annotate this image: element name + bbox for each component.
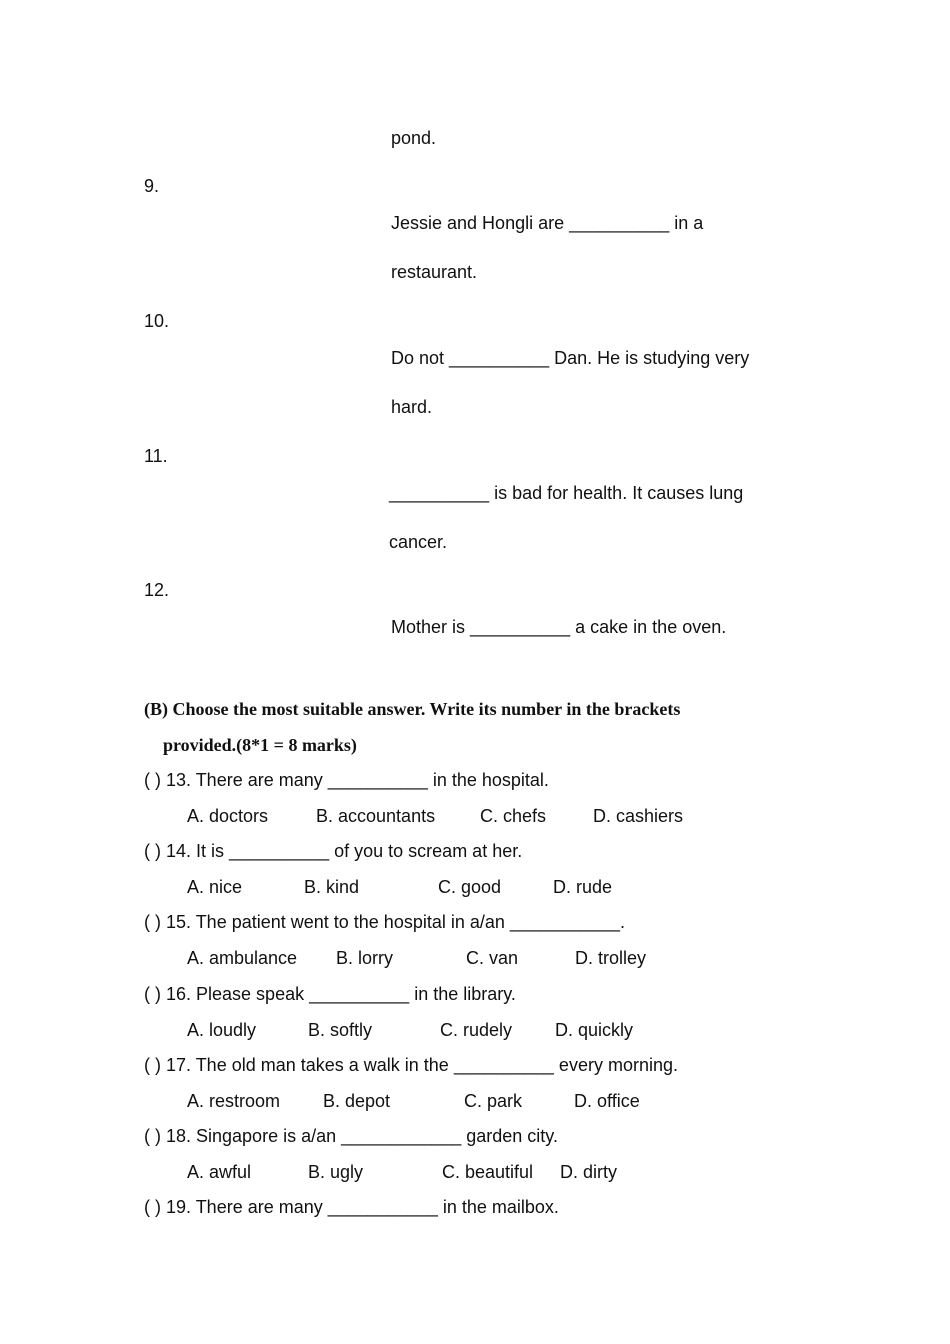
q14-option-d: D. rude <box>553 877 613 897</box>
q13-option-a: A. doctors <box>187 806 269 826</box>
q13-option-c: C. chefs <box>480 806 547 826</box>
question-19: ( ) 19. There are many ___________ in the mailbox. <box>144 1197 559 1217</box>
q15-option-b: B. lorry <box>336 948 394 968</box>
q15-option-a: A. ambulance <box>187 948 298 968</box>
q15-option-c: C. van <box>466 948 519 968</box>
q16-option-b: B. softly <box>308 1020 373 1040</box>
q18-option-a: A. awful <box>187 1162 252 1182</box>
q14-option-a: A. nice <box>187 877 243 897</box>
q13-option-b: B. accountants <box>316 806 436 826</box>
question-17: ( ) 17. The old man takes a walk in the __________ every morning. <box>144 1055 678 1075</box>
q14-option-b: B. kind <box>304 877 360 897</box>
item-10-text-line1: Do not __________ Dan. He is studying very <box>391 348 750 368</box>
item-12-text-line1: Mother is __________ a cake in the oven. <box>391 617 727 637</box>
item-9-text-line1: Jessie and Hongli are __________ in a <box>391 213 704 233</box>
item-10-text-line2: hard. <box>391 397 433 417</box>
q18-option-c: C. beautiful <box>442 1162 534 1182</box>
continued-sentence-end: pond. <box>391 128 437 148</box>
item-11-text-line1: __________ is bad for health. It causes lung <box>389 483 744 503</box>
q16-option-c: C. rudely <box>440 1020 513 1040</box>
q18-option-d: D. dirty <box>560 1162 618 1182</box>
item-12-number: 12. <box>144 580 170 600</box>
question-14: ( ) 14. It is __________ of you to scream at her. <box>144 841 523 861</box>
q17-option-c: C. park <box>464 1091 523 1111</box>
q17-option-d: D. office <box>574 1091 640 1111</box>
item-9-text-line2: restaurant. <box>391 262 478 282</box>
question-13: ( ) 13. There are many __________ in the hospital. <box>144 770 549 790</box>
q18-option-b: B. ugly <box>308 1162 364 1182</box>
q13-option-d: D. cashiers <box>593 806 684 826</box>
section-b-heading-line1: (B) Choose the most suitable answer. Write its number in the brackets <box>144 699 681 719</box>
q17-option-a: A. restroom <box>187 1091 281 1111</box>
section-b-heading-line2: provided.(8*1 = 8 marks) <box>163 735 357 755</box>
question-16: ( ) 16. Please speak __________ in the library. <box>144 984 516 1004</box>
q16-option-d: D. quickly <box>555 1020 634 1040</box>
item-10-number: 10. <box>144 311 170 331</box>
item-9-number: 9. <box>144 176 160 196</box>
question-15: ( ) 15. The patient went to the hospital in a/an ___________. <box>144 912 626 932</box>
q16-option-a: A. loudly <box>187 1020 257 1040</box>
question-18: ( ) 18. Singapore is a/an ____________ garden city. <box>144 1126 558 1146</box>
item-11-number: 11. <box>144 446 168 466</box>
item-11-text-line2: cancer. <box>389 532 448 552</box>
q15-option-d: D. trolley <box>575 948 647 968</box>
q14-option-c: C. good <box>438 877 502 897</box>
q17-option-b: B. depot <box>323 1091 391 1111</box>
